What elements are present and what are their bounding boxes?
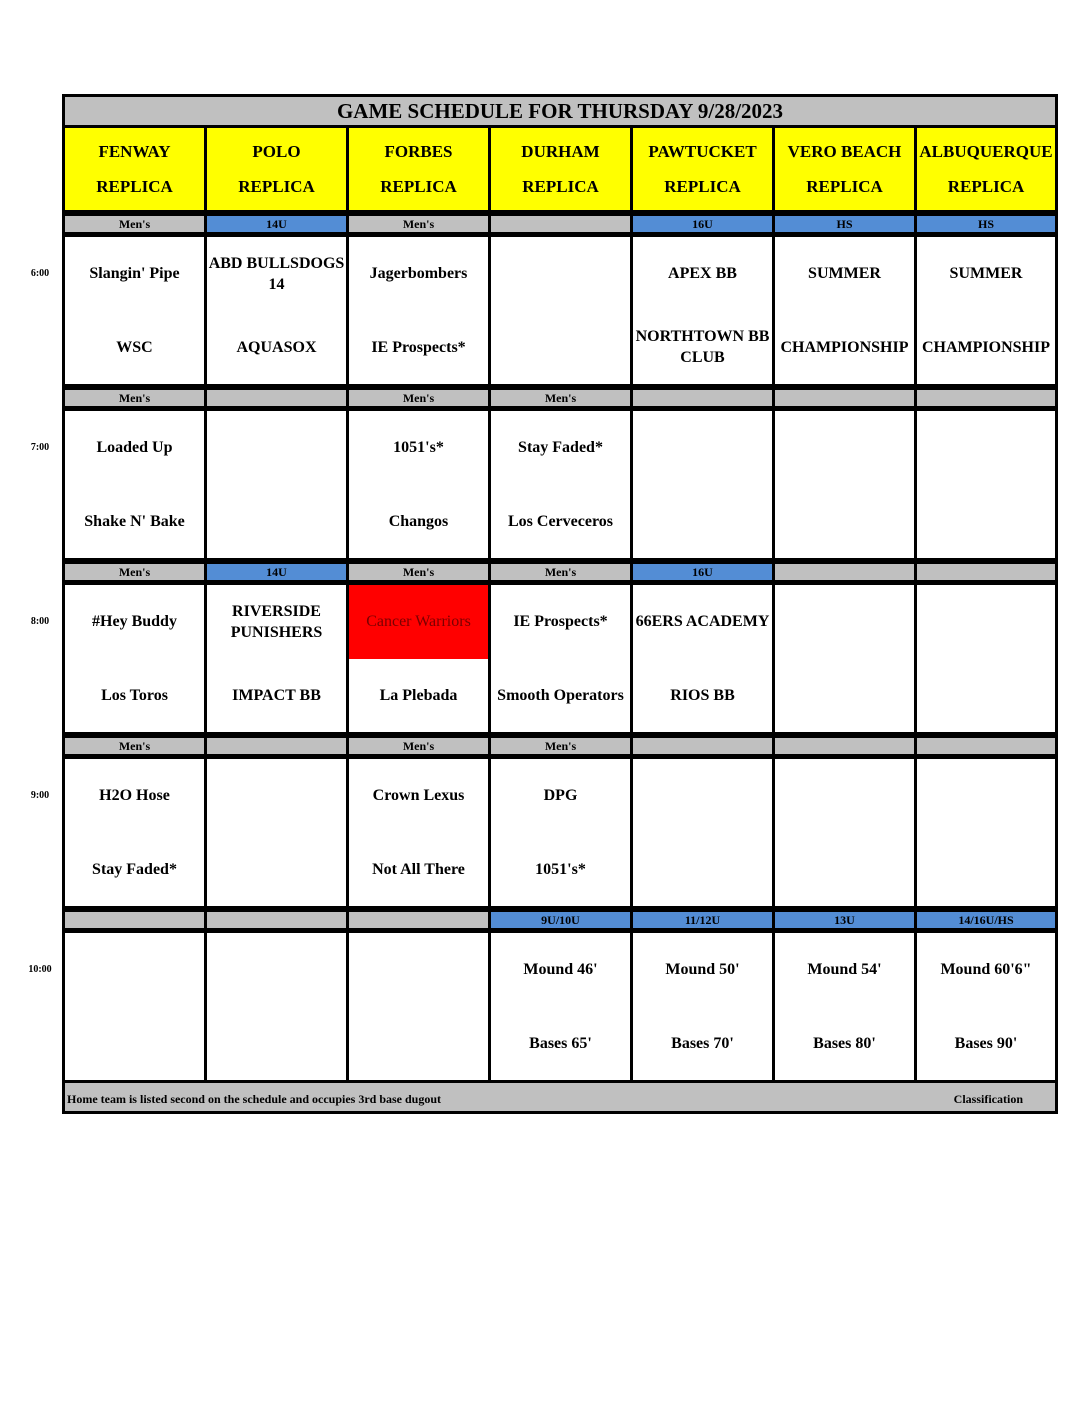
away-team: Stay Faded* (518, 439, 603, 457)
home-team (917, 659, 1055, 733)
classification-label: 13U (772, 909, 917, 931)
game-cell (488, 582, 633, 735)
field-subtitle: REPLICA (947, 176, 1025, 196)
classification-label: Men's (488, 387, 633, 409)
classification-label (630, 735, 775, 757)
away-team (633, 411, 772, 485)
away-team: Mound 50' (665, 961, 740, 979)
classification-label: Men's (346, 735, 491, 757)
home-team: La Plebada (379, 686, 458, 704)
home-team: Stay Faded* (92, 860, 177, 878)
classification-label: Men's (488, 735, 633, 757)
away-team: RIVERSIDE PUNISHERS (230, 602, 323, 641)
game-cell (62, 930, 207, 1083)
away-team: IE Prospects* (513, 613, 608, 631)
schedule-title: GAME SCHEDULE FOR THURSDAY 9/28/2023 (62, 94, 1058, 128)
away-team: DPG (543, 787, 578, 805)
classification-label: 9U/10U (488, 909, 633, 931)
home-team (775, 485, 914, 559)
away-team: SUMMER (808, 265, 881, 283)
game-cell (62, 582, 207, 735)
classification-label: HS (914, 213, 1058, 235)
classification-label (204, 387, 349, 409)
classification-label: Men's (346, 561, 491, 583)
game-cell (488, 234, 633, 387)
game-cell (772, 234, 917, 387)
away-team: ABD BULLSDOGS 14 (208, 254, 345, 293)
home-team: CHAMPIONSHIP (922, 338, 1050, 356)
away-team: APEX BB (668, 265, 737, 283)
home-team (207, 1007, 346, 1081)
away-team (775, 759, 914, 833)
away-team (207, 759, 346, 833)
home-team (917, 485, 1055, 559)
home-team: Los Toros (101, 686, 168, 704)
footer-note: Home team is listed second on the schedule and occupies 3rd base dugout (67, 1092, 442, 1106)
field-name: FORBES (384, 141, 453, 161)
classification-label (914, 735, 1058, 757)
home-team: IE Prospects* (371, 338, 466, 356)
away-team (65, 933, 204, 1007)
home-team: Shake N' Bake (84, 512, 185, 530)
game-cell (346, 756, 491, 909)
game-cell (630, 756, 775, 909)
time-label: 9:00 (30, 790, 50, 801)
away-team: Slangin' Pipe (89, 265, 180, 283)
home-team: Bases 80' (813, 1034, 876, 1052)
away-team: Cancer Warriors (349, 585, 488, 659)
away-team (491, 237, 630, 311)
home-team: NORTHTOWN BB CLUB (635, 328, 770, 367)
game-cell (62, 408, 207, 561)
home-team (65, 1007, 204, 1081)
classification-label: HS (772, 213, 917, 235)
schedule-footer (62, 1080, 1058, 1114)
schedule-table (62, 94, 1058, 1114)
away-team: Mound 46' (523, 961, 598, 979)
field-name: VERO BEACH (787, 141, 902, 161)
home-team: Smooth Operators (497, 686, 624, 704)
game-cell (772, 408, 917, 561)
game-cell (772, 930, 917, 1083)
classification-label: Men's (62, 387, 207, 409)
home-team (917, 833, 1055, 907)
home-team (491, 311, 630, 385)
field-subtitle: REPLICA (238, 176, 315, 196)
classification-label: 14U (204, 213, 349, 235)
away-team (917, 759, 1055, 833)
classification-label (204, 735, 349, 757)
game-cell (630, 930, 775, 1083)
away-team: SUMMER (949, 265, 1023, 283)
classification-label (346, 909, 491, 931)
home-team (633, 833, 772, 907)
home-team: 1051's* (535, 860, 586, 878)
game-cell (204, 930, 349, 1083)
away-team (633, 759, 772, 833)
classification-label (204, 909, 349, 931)
game-cell (914, 756, 1058, 909)
field-header (914, 125, 1058, 213)
field-subtitle: REPLICA (664, 176, 741, 196)
home-team: Bases 65' (529, 1034, 592, 1052)
classification-label: Men's (488, 561, 633, 583)
classification-label: Men's (62, 735, 207, 757)
away-team (775, 411, 914, 485)
away-team (775, 585, 914, 659)
game-cell (204, 756, 349, 909)
away-team (917, 411, 1055, 485)
game-cell (914, 930, 1058, 1083)
home-team (349, 1007, 488, 1081)
home-team: Bases 70' (671, 1034, 734, 1052)
classification-label: 11/12U (630, 909, 775, 931)
classification-label: 16U (630, 561, 775, 583)
classification-label: 16U (630, 213, 775, 235)
classification-label: 14/16U/HS (914, 909, 1058, 931)
game-cell (346, 408, 491, 561)
field-header (630, 125, 775, 213)
field-header (346, 125, 491, 213)
home-team (775, 833, 914, 907)
field-name: ALBUQUERQUE (919, 141, 1053, 161)
classification-label (772, 387, 917, 409)
game-cell (204, 582, 349, 735)
game-cell (914, 582, 1058, 735)
game-cell (346, 582, 491, 735)
game-cell (488, 930, 633, 1083)
away-team: #Hey Buddy (92, 613, 177, 631)
home-team: Bases 90' (954, 1034, 1018, 1052)
home-team: AQUASOX (236, 338, 317, 356)
classification-label (62, 909, 207, 931)
away-team: Crown Lexus (372, 787, 465, 805)
field-subtitle: REPLICA (522, 176, 599, 196)
classification-label: Men's (346, 387, 491, 409)
game-cell (772, 582, 917, 735)
game-cell (488, 408, 633, 561)
field-header (772, 125, 917, 213)
away-team (349, 933, 488, 1007)
home-team (775, 659, 914, 733)
field-subtitle: REPLICA (96, 176, 173, 196)
game-cell (772, 756, 917, 909)
home-team (207, 833, 346, 907)
game-cell (346, 234, 491, 387)
game-cell (346, 930, 491, 1083)
home-team: IMPACT BB (232, 686, 321, 704)
home-team: Changos (388, 512, 449, 530)
time-label: 6:00 (30, 268, 50, 279)
game-cell (630, 408, 775, 561)
field-header (488, 125, 633, 213)
field-header (204, 125, 349, 213)
classification-label: Men's (62, 213, 207, 235)
away-team: 1051's* (393, 439, 444, 457)
field-name: FENWAY (98, 141, 171, 161)
classification-label (914, 561, 1058, 583)
field-subtitle: REPLICA (380, 176, 457, 196)
field-header (62, 125, 207, 213)
home-team (633, 485, 772, 559)
game-cell (914, 234, 1058, 387)
classification-label: Men's (346, 213, 491, 235)
classification-label (914, 387, 1058, 409)
home-team: RIOS BB (670, 686, 735, 704)
game-cell (914, 408, 1058, 561)
time-label: 10:00 (28, 964, 52, 975)
game-cell (62, 234, 207, 387)
game-cell (204, 408, 349, 561)
away-team: 66ERS ACADEMY (635, 613, 770, 631)
home-team: WSC (116, 338, 153, 356)
field-name: PAWTUCKET (648, 141, 757, 161)
home-team: Not All There (372, 860, 465, 878)
game-cell (630, 234, 775, 387)
time-label: 8:00 (30, 616, 50, 627)
home-team (207, 485, 346, 559)
away-team: Jagerbombers (369, 265, 468, 283)
away-team: Loaded Up (96, 439, 173, 457)
classification-label (772, 561, 917, 583)
home-team: Los Cerveceros (508, 512, 613, 530)
game-cell (488, 756, 633, 909)
home-team: CHAMPIONSHIP (780, 338, 909, 356)
field-name: POLO (252, 141, 301, 161)
game-cell (62, 756, 207, 909)
footer-legend: Classification (953, 1092, 1023, 1106)
away-team: H2O Hose (99, 787, 170, 805)
classification-label: Men's (62, 561, 207, 583)
away-team (207, 933, 346, 1007)
field-subtitle: REPLICA (806, 176, 883, 196)
away-team (207, 411, 346, 485)
time-label: 7:00 (30, 442, 50, 453)
away-team: Mound 54' (807, 961, 882, 979)
classification-label: 14U (204, 561, 349, 583)
classification-label (772, 735, 917, 757)
classification-label (630, 387, 775, 409)
away-team (917, 585, 1055, 659)
game-cell (630, 582, 775, 735)
away-team: Mound 60'6" (940, 961, 1032, 979)
classification-label (488, 213, 633, 235)
game-cell (204, 234, 349, 387)
field-name: DURHAM (521, 141, 600, 161)
